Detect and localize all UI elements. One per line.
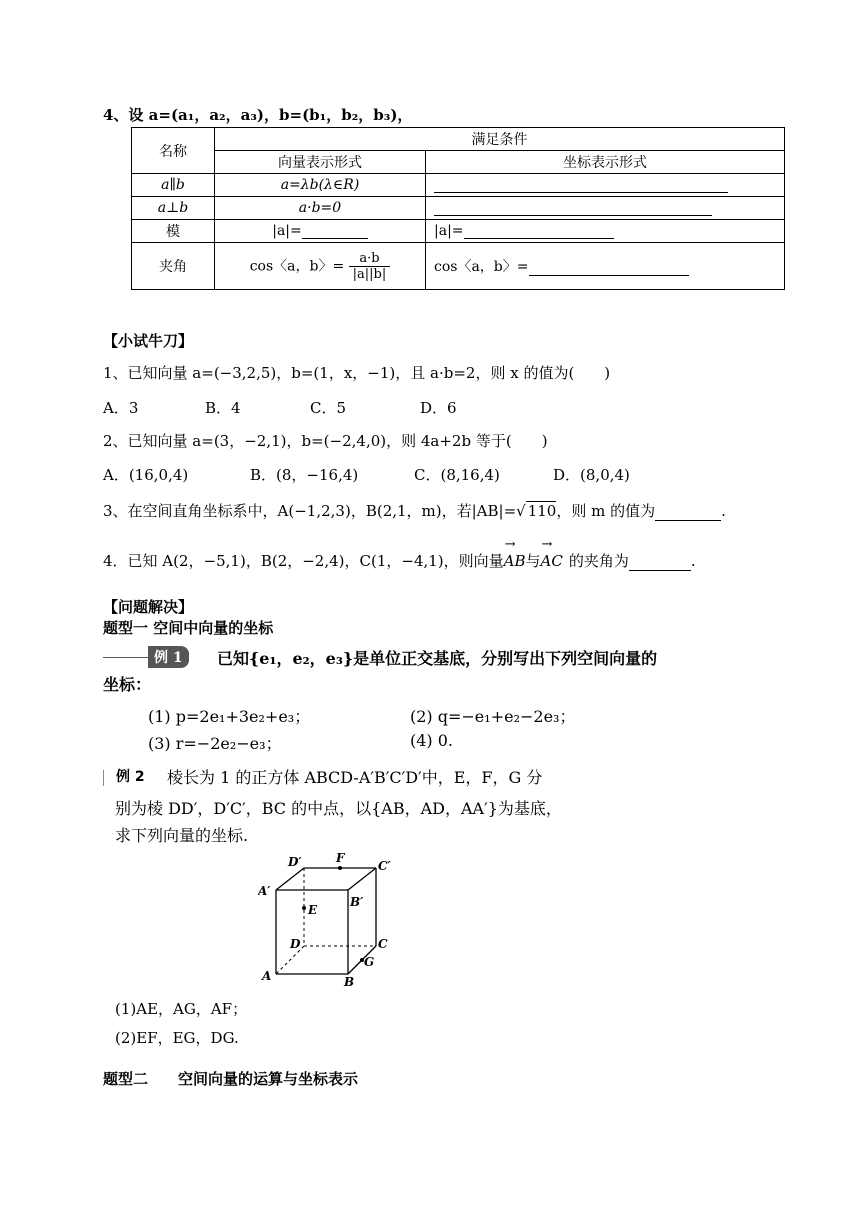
table-row: [132, 174, 785, 197]
table-header-coord-form: 坐标表示形式: [426, 151, 785, 174]
label-c: C: [378, 937, 388, 951]
row-vector: [215, 243, 426, 290]
example-2-line-1: 棱长为 1 的正方体 ABCD-A′B′C′D′中，E，F，G 分: [167, 768, 543, 787]
question-4: [103, 550, 696, 571]
cube-figure: [258, 852, 408, 992]
q3-text-a: 3、在空间直角坐标系中，A(−1,2,3)，B(2,1，m)，若|AB|=: [103, 502, 517, 520]
row-vector: [215, 220, 426, 243]
label-b: B: [344, 975, 355, 989]
q2-option-c: C．(8,16,4): [414, 466, 500, 484]
row-vector-text: |a|=: [272, 223, 302, 239]
item-4-heading: 4、设 a=(a₁，a₂，a₃)，b=(b₁，b₂，b₃)，: [103, 106, 413, 124]
example-2-line-3: 求下列向量的坐标.: [115, 826, 249, 845]
q3-sqrt-value: 110: [527, 502, 557, 520]
row-vector: a·b=0: [215, 197, 426, 220]
question-1: 1、已知向量 a=(−3,2,5)，b=(1，x，−1)，且 a·b=2，则 x 的值为( ): [103, 364, 611, 382]
q2-option-d: D．(8,0,4): [553, 466, 630, 484]
example-1-rule: [103, 657, 149, 658]
question-2: 2、已知向量 a=(3，−2,1)，b=(−2,4,0)，则 4a+2b 等于( ): [103, 432, 548, 450]
example-1-tag: 例 1: [148, 646, 189, 668]
fraction-denominator: |a||b|: [352, 266, 387, 282]
label-a-prime: A′: [258, 884, 271, 898]
table-row: [132, 243, 785, 290]
cube-edges: [276, 868, 376, 974]
example-1-item-3: (3) r=−2e₂−e₃；: [148, 734, 282, 753]
example-2-rule: [103, 770, 104, 786]
row-coord-blank: [426, 197, 785, 220]
label-g: G: [364, 955, 375, 969]
q3-text-b: ，则 m 的值为: [556, 502, 656, 520]
example-1-text-2: 坐标：: [103, 675, 152, 694]
label-f: F: [336, 852, 345, 865]
table-header-conditions: 满足条件: [215, 128, 785, 151]
row-vector-text: cos〈a，b〉=: [249, 258, 345, 274]
section-solve: 【问题解决】: [103, 598, 194, 616]
row-name: 夹角: [132, 243, 215, 290]
q3-period: .: [721, 502, 726, 520]
label-e: E: [308, 903, 318, 917]
row-coord-text: |a|=: [434, 223, 464, 239]
label-a: A: [262, 969, 272, 983]
table-row: [132, 220, 785, 243]
row-coord-text: cos〈a，b〉=: [434, 259, 529, 275]
point-f: [338, 866, 342, 870]
label-c-prime: C′: [378, 859, 391, 873]
example-2-tag: 例 2: [116, 769, 145, 785]
example-2-question-1: (1)AE，AG，AF；: [115, 1000, 248, 1018]
type-2-heading: 题型二 空间向量的运算与坐标表示: [103, 1070, 359, 1088]
fraction-numerator: a·b: [349, 251, 391, 267]
type-1-heading: 题型一 空间中向量的坐标: [103, 619, 274, 637]
table-row: [132, 197, 785, 220]
label-b-prime: B′: [350, 895, 364, 909]
sqrt-sign: √: [516, 502, 526, 520]
example-2-question-2: (2)EF，EG，DG.: [115, 1029, 239, 1047]
q4-text-a: 4．已知 A(2，−5,1)，B(2，−2,4)，C(1，−4,1)，则向量: [103, 552, 504, 570]
q4-text-b: 的夹角为: [568, 552, 629, 570]
example-1-item-4: (4) 0.: [410, 731, 454, 750]
row-name: a⊥b: [132, 197, 215, 220]
q2-option-b: B．(8，−16,4): [250, 466, 359, 484]
row-name: a∥b: [132, 174, 215, 197]
q1-option-a: A．3: [103, 399, 139, 417]
row-coord: [426, 243, 785, 290]
example-1-item-2: (2) q=−e₁+e₂−2e₃；: [410, 707, 576, 726]
vector-ac: → AC: [541, 552, 563, 570]
q2-option-a: A．(16,0,4): [103, 466, 189, 484]
example-1-text: 已知{e₁，e₂，e₃}是单位正交基底，分别写出下列空间向量的: [217, 649, 658, 668]
q1-option-b: B．4: [205, 399, 241, 417]
q4-text-mid: 与: [525, 552, 541, 570]
condition-table: [131, 127, 785, 290]
label-d: D: [290, 937, 301, 951]
label-d-prime: D′: [288, 855, 302, 869]
q4-period: .: [690, 552, 696, 570]
section-trial: 【小试牛刀】: [103, 332, 194, 350]
q1-option-d: D．6: [420, 399, 457, 417]
example-1-item-1: (1) p=2e₁+3e₂+e₃；: [148, 707, 311, 726]
example-2-line-2: 别为棱 DD′，D′C′，BC 的中点，以{AB，AD，AA′}为基底，: [115, 799, 562, 818]
angle-fraction: [349, 251, 391, 282]
q1-option-c: C．5: [310, 399, 347, 417]
row-vector: a=λb(λ∈R): [215, 174, 426, 197]
row-name: 模: [132, 220, 215, 243]
question-3: [103, 500, 726, 521]
row-coord: [426, 220, 785, 243]
table-header-name: 名称: [132, 128, 215, 174]
row-coord-blank: [426, 174, 785, 197]
point-e: [302, 906, 306, 910]
cube-hidden-edges: [276, 868, 376, 974]
vector-ab: → AB: [504, 552, 526, 570]
table-header-vector-form: 向量表示形式: [215, 151, 426, 174]
